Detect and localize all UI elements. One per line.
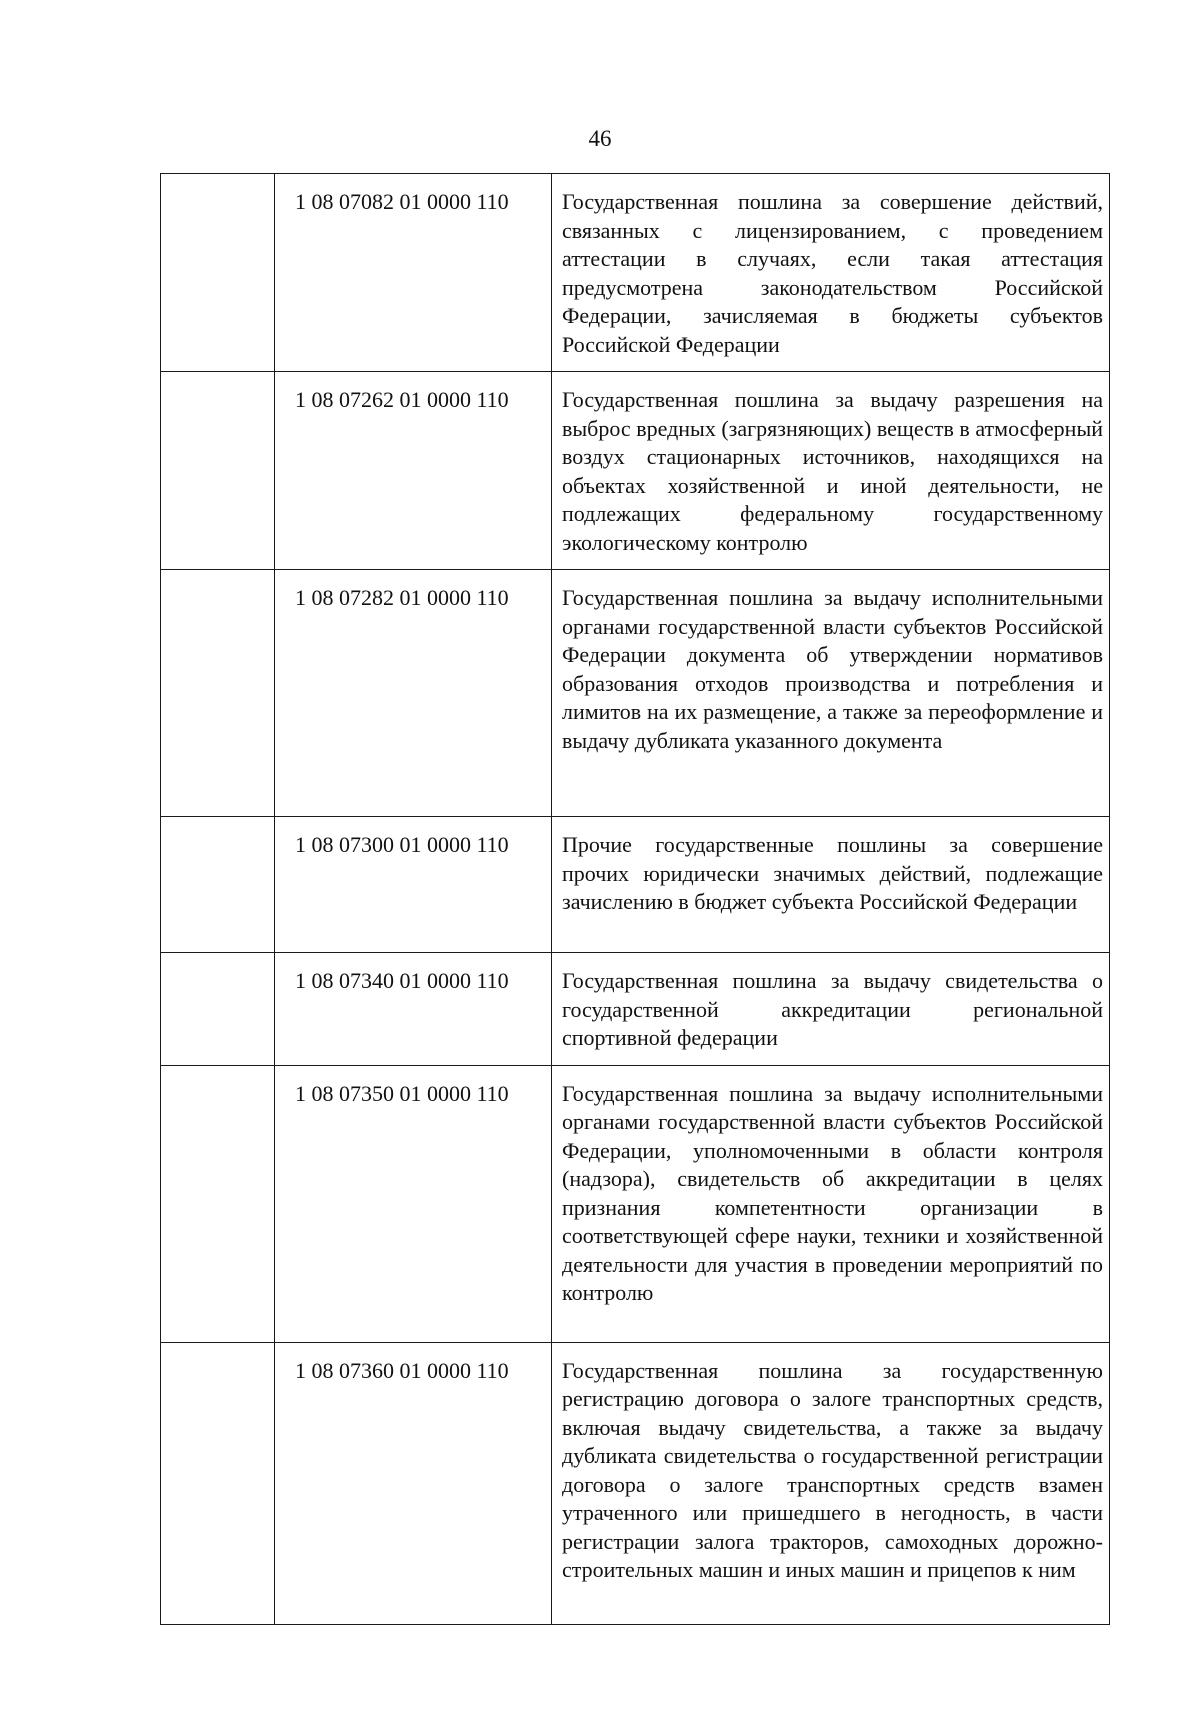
page-number: 46 xyxy=(588,126,612,151)
revenue-code-cell: 1 08 07350 01 0000 110 xyxy=(275,1065,552,1342)
admin-code-cell xyxy=(161,817,275,953)
admin-code-cell xyxy=(161,174,275,372)
admin-code-cell xyxy=(161,1342,275,1624)
admin-code-cell xyxy=(161,953,275,1066)
table-row xyxy=(161,174,1110,372)
revenue-code-cell: 1 08 07360 01 0000 110 xyxy=(275,1342,552,1624)
budget-codes-table xyxy=(160,173,1110,1625)
revenue-name-cell: Государственная пошлина за выдачу исполнительными органами государственной власти субъектов Российской Федерации, уполномоченными в области контроля (надзора), свидетельств об аккредитации в целях признания компетентности организации в соответствующей сфере науки, техники и хозяйственной деятельности для участия в проведении мероприятий по контролю xyxy=(552,1065,1110,1342)
table-row xyxy=(161,817,1110,953)
revenue-name-cell: Государственная пошлина за выдачу свидетельства о государственной аккредитации региональной спортивной федерации xyxy=(552,953,1110,1066)
admin-code-cell xyxy=(161,570,275,817)
table-row xyxy=(161,570,1110,817)
revenue-code-cell: 1 08 07340 01 0000 110 xyxy=(275,953,552,1066)
revenue-code-cell: 1 08 07262 01 0000 110 xyxy=(275,372,552,570)
revenue-name-cell: Государственная пошлина за выдачу исполнительными органами государственной власти субъектов Российской Федерации документа об утверждении нормативов образования отходов производства и потребления и лимитов на их размещение, а также за переоформление и выдачу дубликата указанного документа xyxy=(552,570,1110,817)
table-row xyxy=(161,372,1110,570)
table-row xyxy=(161,953,1110,1066)
admin-code-cell xyxy=(161,372,275,570)
table-row xyxy=(161,1065,1110,1342)
admin-code-cell xyxy=(161,1065,275,1342)
revenue-name-cell: Прочие государственные пошлины за совершение прочих юридически значимых действий, подлежащие зачислению в бюджет субъекта Российской Федерации xyxy=(552,817,1110,953)
revenue-name-cell: Государственная пошлина за выдачу разрешения на выброс вредных (загрязняющих) веществ в атмосферный воздух стационарных источников, находящихся на объектах хозяйственной и иной деятельности, не подлежащих федеральному государственному экологическому контролю xyxy=(552,372,1110,570)
revenue-code-cell: 1 08 07300 01 0000 110 xyxy=(275,817,552,953)
revenue-code-cell: 1 08 07282 01 0000 110 xyxy=(275,570,552,817)
revenue-name-cell: Государственная пошлина за государственную регистрацию договора о залоге транспортных средств, включая выдачу свидетельства, а также за выдачу дубликата свидетельства о государственной регистрации договора о залоге транспортных средств взамен утраченного или пришедшего в негодность, в части регистрации залога тракторов, самоходных дорожно-строительных машин и иных машин и прицепов к ним xyxy=(552,1342,1110,1624)
table-row xyxy=(161,1342,1110,1624)
revenue-code-cell: 1 08 07082 01 0000 110 xyxy=(275,174,552,372)
revenue-name-cell: Государственная пошлина за совершение действий, связанных с лицензированием, с проведением аттестации в случаях, если такая аттестация предусмотрена законодательством Российской Федерации, зачисляемая в бюджеты субъектов Российской Федерации xyxy=(552,174,1110,372)
